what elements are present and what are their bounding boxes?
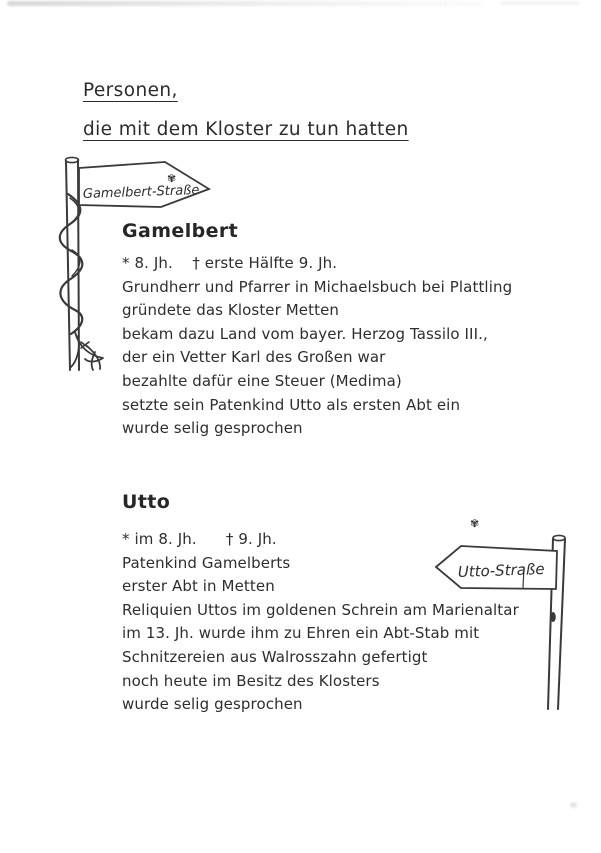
pole-knot (550, 612, 556, 622)
gamelbert-text-block (122, 252, 512, 441)
text-line: Reliquien Uttos im goldenen Schrein am Marienaltar (122, 600, 519, 619)
sign-board (436, 546, 557, 589)
page-title-line2: die mit dem Kloster zu tun hatten (83, 119, 409, 140)
root-tendrils (71, 332, 103, 370)
text-line: Grundherr und Pfarrer in Michaelsbuch bei Plattling (122, 277, 513, 296)
scan-artifact-dot (570, 802, 577, 808)
text-line: erster Abt in Metten (122, 577, 275, 596)
text-line: bezahlte dafür eine Steuer (Medima) (122, 371, 402, 390)
text-line: noch heute im Besitz des Klosters (122, 671, 380, 690)
sign-board (79, 162, 209, 207)
vine-on-pole (60, 194, 83, 334)
text-line: * im 8. Jh. † 9. Jh. (122, 530, 277, 548)
gamelbert-sign-label: Gamelbert-Straße (82, 182, 200, 202)
text-line: wurde selig gesprochen (122, 419, 303, 438)
text-line: * 8. Jh. † erste Hälfte 9. Jh. (122, 254, 338, 272)
utto-sign-label: Utto-Straße (457, 559, 545, 581)
text-line: gründete das Kloster Metten (122, 301, 340, 320)
text-line: bekam dazu Land vom bayer. Herzog Tassilo III., (122, 324, 488, 343)
flower-icon: ✾ (470, 517, 480, 530)
scan-artifact-top-right (500, 1, 580, 5)
section-heading-utto: Utto (122, 491, 171, 513)
text-line: im 13. Jh. wurde ihm zu Ehren ein Abt-Stab mit (122, 624, 480, 643)
text-line: wurde selig gesprochen (122, 695, 303, 714)
utto-street-sign (428, 505, 580, 718)
flower-icon: ✾ (167, 172, 177, 185)
page-title-line1: Personen, (83, 80, 178, 101)
text-line: setzte sein Patenkind Utto als ersten Abt ein (122, 395, 461, 414)
text-line: Patenkind Gamelberts (122, 553, 291, 572)
text-line: Schnitzereien aus Walrosszahn gefertigt (122, 647, 428, 666)
section-heading-gamelbert: Gamelbert (122, 220, 239, 242)
text-line: der ein Vetter Karl des Großen war (122, 348, 386, 367)
scan-artifact-top (7, 1, 482, 6)
